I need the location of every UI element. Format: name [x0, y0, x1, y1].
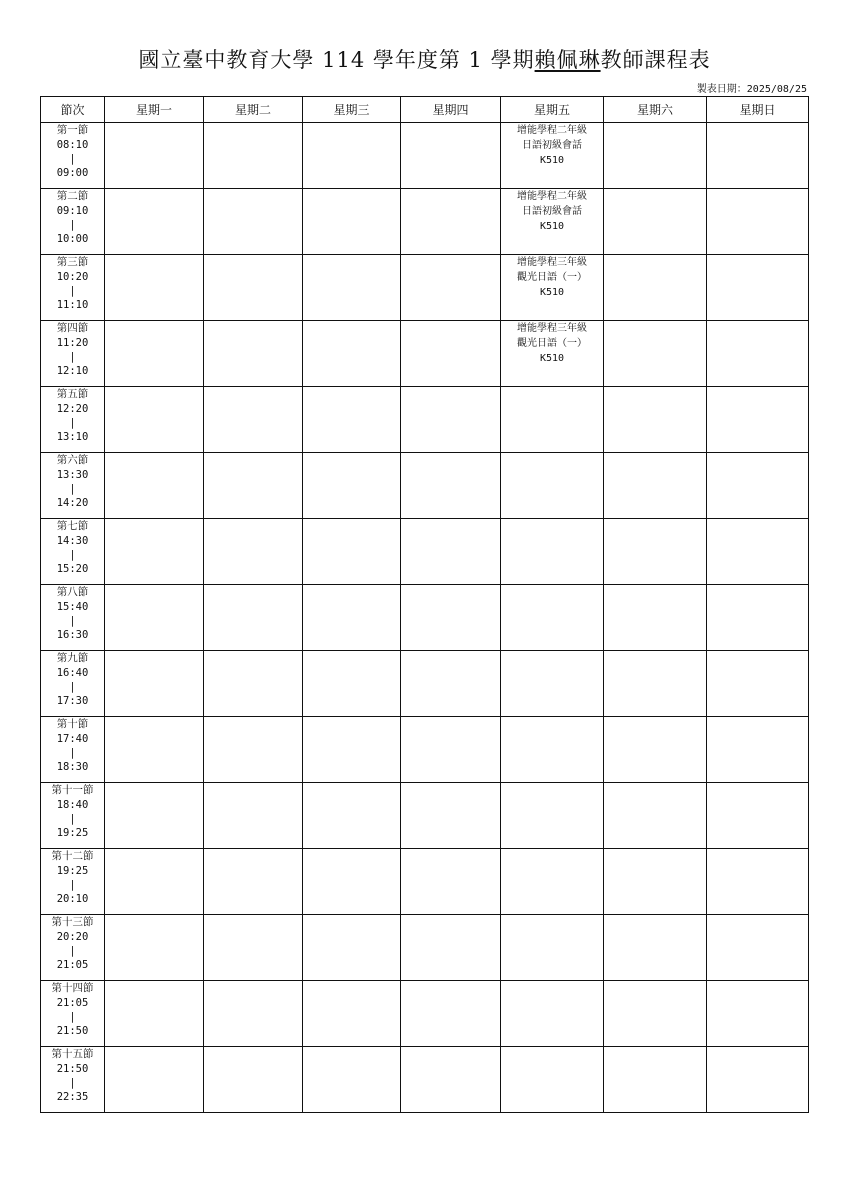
- period-start: 09:10: [56, 204, 89, 217]
- empty-cell: [707, 585, 809, 651]
- course-name: 觀光日語（一）: [517, 338, 587, 349]
- period-name: 第九節: [56, 652, 89, 664]
- empty-cell: [707, 123, 809, 189]
- table-row: [41, 651, 809, 717]
- period-separator: |: [69, 681, 76, 694]
- empty-cell: [501, 651, 604, 717]
- period-name: 第八節: [56, 586, 89, 598]
- empty-cell: [604, 981, 707, 1047]
- empty-cell: [604, 123, 707, 189]
- table-row: [41, 981, 809, 1047]
- period-cell: [41, 519, 105, 585]
- empty-cell: [707, 519, 809, 585]
- empty-cell: [303, 387, 401, 453]
- course-cell: [501, 189, 604, 255]
- period-end: 16:30: [56, 629, 89, 642]
- empty-cell: [204, 519, 303, 585]
- period-cell: [41, 849, 105, 915]
- empty-cell: [604, 387, 707, 453]
- empty-cell: [303, 981, 401, 1047]
- empty-cell: [303, 123, 401, 189]
- header-day-fri: 星期五: [501, 97, 604, 123]
- empty-cell: [204, 453, 303, 519]
- period-cell: [41, 1047, 105, 1113]
- empty-cell: [105, 255, 204, 321]
- period-separator: |: [69, 1077, 76, 1090]
- header-day-sun: 星期日: [707, 97, 809, 123]
- schedule-body: [41, 123, 809, 1113]
- empty-cell: [707, 189, 809, 255]
- period-separator: |: [69, 285, 76, 298]
- period-end: 17:30: [56, 695, 89, 708]
- page-title: [0, 44, 849, 74]
- period-name: 第十二節: [51, 850, 94, 862]
- period-start: 13:30: [56, 468, 89, 481]
- period-separator: |: [69, 879, 76, 892]
- empty-cell: [401, 1047, 501, 1113]
- period-separator: |: [69, 417, 76, 430]
- period-start: 12:20: [56, 402, 89, 415]
- empty-cell: [105, 321, 204, 387]
- empty-cell: [604, 783, 707, 849]
- empty-cell: [604, 651, 707, 717]
- period-start: 21:50: [56, 1062, 89, 1075]
- course-room: K510: [539, 287, 565, 298]
- period-end: 21:50: [56, 1025, 89, 1038]
- empty-cell: [105, 783, 204, 849]
- table-row: [41, 321, 809, 387]
- empty-cell: [501, 849, 604, 915]
- header-period: 節次: [41, 97, 105, 123]
- empty-cell: [204, 1047, 303, 1113]
- empty-cell: [501, 585, 604, 651]
- empty-cell: [604, 321, 707, 387]
- period-name: 第十一節: [51, 784, 94, 796]
- period-end: 13:10: [56, 431, 89, 444]
- period-cell: [41, 189, 105, 255]
- empty-cell: [401, 585, 501, 651]
- empty-cell: [204, 255, 303, 321]
- period-end: 21:05: [56, 959, 89, 972]
- period-end: 10:00: [56, 233, 89, 246]
- period-name: 第五節: [56, 388, 89, 400]
- period-start: 18:40: [56, 798, 89, 811]
- period-separator: |: [69, 615, 76, 628]
- empty-cell: [604, 915, 707, 981]
- empty-cell: [707, 981, 809, 1047]
- course-name: 日語初級會話: [522, 206, 582, 217]
- empty-cell: [303, 519, 401, 585]
- period-cell: [41, 717, 105, 783]
- empty-cell: [303, 255, 401, 321]
- made-date: 製表日期：2025/08/25: [696, 84, 807, 95]
- empty-cell: [204, 123, 303, 189]
- empty-cell: [105, 387, 204, 453]
- empty-cell: [105, 519, 204, 585]
- period-cell: [41, 783, 105, 849]
- table-row: [41, 453, 809, 519]
- empty-cell: [204, 321, 303, 387]
- table-row: [41, 717, 809, 783]
- empty-cell: [707, 915, 809, 981]
- header-day-sat: 星期六: [604, 97, 707, 123]
- empty-cell: [501, 387, 604, 453]
- empty-cell: [204, 387, 303, 453]
- empty-cell: [401, 981, 501, 1047]
- empty-cell: [303, 585, 401, 651]
- course-room: K510: [539, 221, 565, 232]
- empty-cell: [105, 717, 204, 783]
- empty-cell: [204, 783, 303, 849]
- period-end: 11:10: [56, 299, 89, 312]
- teacher-name: 賴佩琳: [534, 48, 601, 72]
- period-name: 第十節: [56, 718, 89, 730]
- empty-cell: [604, 717, 707, 783]
- empty-cell: [303, 651, 401, 717]
- empty-cell: [401, 849, 501, 915]
- course-program: 增能學程二年級: [517, 191, 587, 202]
- title-suffix: 教師課程表: [600, 48, 711, 72]
- empty-cell: [501, 1047, 604, 1113]
- period-separator: |: [69, 549, 76, 562]
- empty-cell: [204, 717, 303, 783]
- empty-cell: [401, 189, 501, 255]
- empty-cell: [303, 915, 401, 981]
- course-cell: [501, 321, 604, 387]
- course-cell: [501, 255, 604, 321]
- course-program: 增能學程三年級: [517, 323, 587, 334]
- period-separator: |: [69, 813, 76, 826]
- empty-cell: [401, 453, 501, 519]
- period-name: 第十三節: [51, 916, 94, 928]
- period-end: 20:10: [56, 893, 89, 906]
- empty-cell: [401, 783, 501, 849]
- empty-cell: [501, 519, 604, 585]
- empty-cell: [501, 783, 604, 849]
- period-name: 第二節: [56, 190, 89, 202]
- period-start: 21:05: [56, 996, 89, 1009]
- empty-cell: [604, 255, 707, 321]
- empty-cell: [707, 717, 809, 783]
- empty-cell: [303, 783, 401, 849]
- period-cell: [41, 387, 105, 453]
- empty-cell: [604, 585, 707, 651]
- empty-cell: [707, 387, 809, 453]
- empty-cell: [204, 849, 303, 915]
- empty-cell: [707, 255, 809, 321]
- empty-cell: [707, 783, 809, 849]
- empty-cell: [303, 189, 401, 255]
- empty-cell: [401, 123, 501, 189]
- empty-cell: [604, 189, 707, 255]
- empty-cell: [604, 1047, 707, 1113]
- empty-cell: [707, 321, 809, 387]
- empty-cell: [204, 189, 303, 255]
- empty-cell: [204, 651, 303, 717]
- header-day-tue: 星期二: [204, 97, 303, 123]
- period-cell: [41, 321, 105, 387]
- period-end: 12:10: [56, 365, 89, 378]
- empty-cell: [303, 717, 401, 783]
- period-cell: [41, 585, 105, 651]
- empty-cell: [401, 321, 501, 387]
- empty-cell: [707, 849, 809, 915]
- course-program: 增能學程三年級: [517, 257, 587, 268]
- table-row: [41, 189, 809, 255]
- period-start: 19:25: [56, 864, 89, 877]
- empty-cell: [303, 1047, 401, 1113]
- course-room: K510: [539, 353, 565, 364]
- empty-cell: [303, 321, 401, 387]
- title-prefix: 國立臺中教育大學 114 學年度第 1 學期: [138, 48, 535, 72]
- period-cell: [41, 981, 105, 1047]
- period-start: 14:30: [56, 534, 89, 547]
- empty-cell: [401, 255, 501, 321]
- period-name: 第四節: [56, 322, 89, 334]
- empty-cell: [707, 1047, 809, 1113]
- table-row: [41, 387, 809, 453]
- period-end: 19:25: [56, 827, 89, 840]
- empty-cell: [604, 849, 707, 915]
- empty-cell: [501, 915, 604, 981]
- period-start: 17:40: [56, 732, 89, 745]
- empty-cell: [105, 651, 204, 717]
- table-row: [41, 1047, 809, 1113]
- period-name: 第十四節: [51, 982, 94, 994]
- period-start: 08:10: [56, 138, 89, 151]
- period-start: 20:20: [56, 930, 89, 943]
- empty-cell: [401, 519, 501, 585]
- empty-cell: [204, 915, 303, 981]
- period-cell: [41, 915, 105, 981]
- header-day-mon: 星期一: [105, 97, 204, 123]
- period-start: 10:20: [56, 270, 89, 283]
- period-separator: |: [69, 483, 76, 496]
- empty-cell: [303, 453, 401, 519]
- empty-cell: [105, 123, 204, 189]
- empty-cell: [707, 651, 809, 717]
- empty-cell: [501, 981, 604, 1047]
- empty-cell: [105, 453, 204, 519]
- empty-cell: [105, 981, 204, 1047]
- period-end: 15:20: [56, 563, 89, 576]
- period-separator: |: [69, 945, 76, 958]
- period-name: 第三節: [56, 256, 89, 268]
- schedule-table: [40, 96, 809, 1113]
- empty-cell: [105, 915, 204, 981]
- table-row: [41, 255, 809, 321]
- period-start: 15:40: [56, 600, 89, 613]
- period-end: 09:00: [56, 167, 89, 180]
- empty-cell: [401, 387, 501, 453]
- empty-cell: [604, 453, 707, 519]
- header-row: [41, 97, 809, 123]
- period-separator: |: [69, 351, 76, 364]
- period-end: 18:30: [56, 761, 89, 774]
- table-row: [41, 519, 809, 585]
- period-separator: |: [69, 747, 76, 760]
- empty-cell: [501, 453, 604, 519]
- empty-cell: [204, 585, 303, 651]
- empty-cell: [401, 651, 501, 717]
- period-separator: |: [69, 153, 76, 166]
- empty-cell: [401, 915, 501, 981]
- period-separator: |: [69, 1011, 76, 1024]
- period-cell: [41, 123, 105, 189]
- course-program: 增能學程二年級: [517, 125, 587, 136]
- period-start: 16:40: [56, 666, 89, 679]
- empty-cell: [204, 981, 303, 1047]
- table-row: [41, 915, 809, 981]
- table-row: [41, 849, 809, 915]
- period-end: 14:20: [56, 497, 89, 510]
- period-start: 11:20: [56, 336, 89, 349]
- period-name: 第七節: [56, 520, 89, 532]
- period-end: 22:35: [56, 1091, 89, 1104]
- empty-cell: [105, 1047, 204, 1113]
- course-cell: [501, 123, 604, 189]
- course-name: 觀光日語（一）: [517, 272, 587, 283]
- empty-cell: [105, 849, 204, 915]
- table-row: [41, 585, 809, 651]
- table-row: [41, 123, 809, 189]
- period-name: 第一節: [56, 124, 89, 136]
- empty-cell: [707, 453, 809, 519]
- period-name: 第六節: [56, 454, 89, 466]
- course-name: 日語初級會話: [522, 140, 582, 151]
- table-row: [41, 783, 809, 849]
- empty-cell: [401, 717, 501, 783]
- empty-cell: [303, 849, 401, 915]
- empty-cell: [105, 585, 204, 651]
- period-cell: [41, 651, 105, 717]
- empty-cell: [105, 189, 204, 255]
- period-cell: [41, 255, 105, 321]
- period-separator: |: [69, 219, 76, 232]
- header-day-thu: 星期四: [401, 97, 501, 123]
- course-room: K510: [539, 155, 565, 166]
- period-cell: [41, 453, 105, 519]
- empty-cell: [501, 717, 604, 783]
- header-day-wed: 星期三: [303, 97, 401, 123]
- empty-cell: [604, 519, 707, 585]
- period-name: 第十五節: [51, 1048, 94, 1060]
